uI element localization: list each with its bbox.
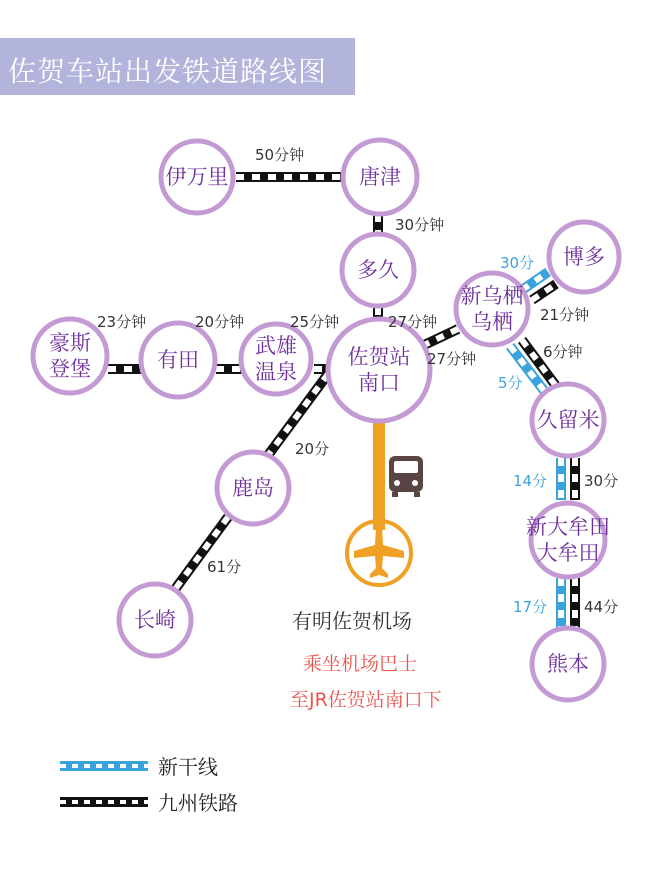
station-kumamoto [532,628,604,700]
time-kurume-omuta-shinkansen: 14分 [513,472,548,490]
station-circle [328,319,430,421]
station-label: 新乌栖 [460,284,524,308]
legend-shinkansen-label: 新干线 [158,755,218,779]
station-arita [141,323,215,397]
airplane-icon [347,521,411,585]
station-label: 登堡 [49,357,91,381]
time-tosu-kurume-jr: 6分钟 [543,343,583,361]
time-saga-tosu-a: 27分钟 [388,313,438,331]
station-label: 多久 [357,258,399,282]
time-saga-kashima: 20分 [295,440,330,458]
station-label: 熊本 [547,652,589,676]
bus-icon [389,456,423,497]
station-nagasaki [119,584,191,656]
time-karatsu-taku: 30分钟 [395,216,445,234]
station-imari [161,141,233,213]
time-arita-takeo: 20分钟 [195,313,245,331]
station-label: 伊万里 [165,165,229,189]
station-gosu [33,319,107,393]
station-taku [342,234,414,306]
time-kurume-omuta-jr: 30分 [584,472,619,490]
track-kashima-nagasaki [173,517,228,592]
time-omuta-kumamoto-jr: 44分 [584,598,619,616]
station-kashima [217,452,289,524]
station-label: 南口 [358,371,400,395]
time-tosu-hakata-shinkansen: 30分 [500,254,535,272]
bus-note-line2: 至JR佐贺站南口下 [290,689,442,711]
station-label: 豪斯 [49,331,91,355]
station-label: 武雄 [255,334,297,358]
station-label: 长崎 [134,608,176,632]
station-karatsu [343,140,417,214]
time-saga-tosu-b: 27分钟 [427,350,477,368]
station-takeo [241,324,311,394]
station-label: 鹿岛 [232,476,274,500]
airport-bus-route [373,420,385,530]
station-label: 有田 [157,348,199,372]
station-omuta [526,503,610,577]
station-shintosu [456,273,528,345]
station-label: 佐贺站 [347,345,411,369]
station-label: 唐津 [359,165,401,189]
station-saga [328,319,430,421]
station-label: 温泉 [255,360,297,384]
time-omuta-kumamoto-shinkansen: 17分 [513,598,548,616]
time-gosu-arita: 23分钟 [97,313,147,331]
time-kashima-nagasaki: 61分 [207,558,242,576]
station-label: 乌栖 [471,310,513,334]
station-label: 大牟田 [536,541,600,565]
station-hakata [549,222,619,292]
time-tosu-hakata-jr: 21分钟 [540,306,590,324]
station-label: 新大牟田 [526,515,610,539]
legend-jr-label: 九州铁路 [158,791,238,815]
time-takeo-saga: 25分钟 [290,313,340,331]
station-label: 博多 [563,245,605,269]
time-tosu-kurume-shinkansen: 5分 [498,374,523,392]
airport-name: 有明佐贺机场 [292,609,412,633]
map-title: 佐贺车站出发铁道路线图 [8,55,328,88]
station-label: 久留米 [536,408,600,432]
station-kurume [532,384,604,456]
time-imari-karatsu: 50分钟 [255,146,305,164]
legend [60,755,238,815]
bus-note-line1: 乘坐机场巴士 [303,653,418,675]
